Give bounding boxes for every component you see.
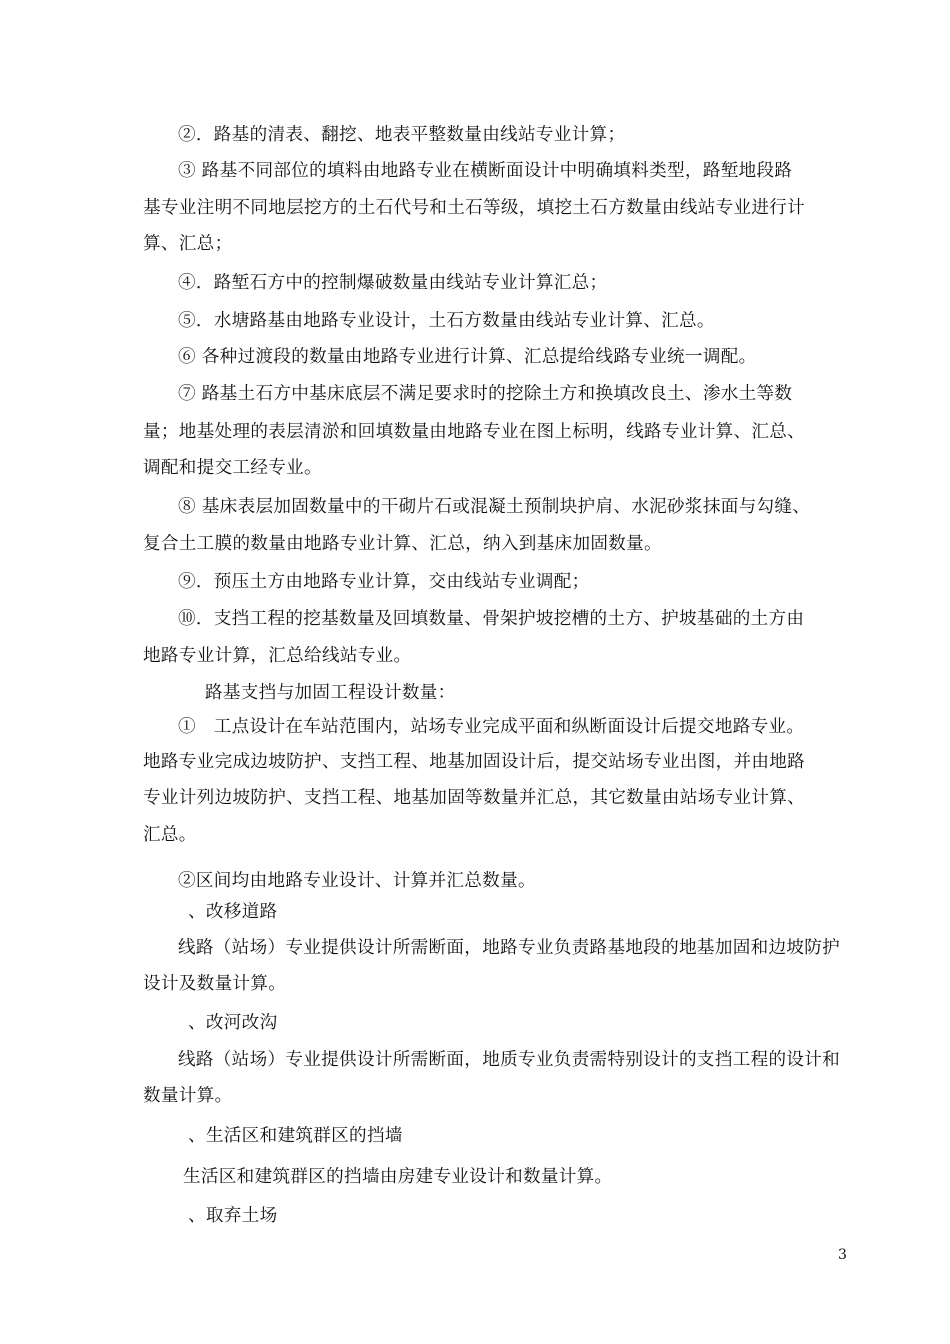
text-line-3: 基专业注明不同地层挖方的土石代号和土石等级，填挖土石方数量由线站专业进行计 xyxy=(143,198,806,218)
text-line-11: ⑧ 基床表层加固数量中的干砌片石或混凝土预制块护肩、水泥砂浆抹面与勾缝、 xyxy=(178,497,811,517)
text-line-13: ⑨．预压土方由地路专业计算，交由线站专业调配； xyxy=(178,572,590,592)
text-line-24: 设计及数量计算。 xyxy=(143,974,287,994)
text-line-9: 量；地基处理的表层清淤和回填数量由地路专业在图上标明，线路专业计算、汇总、 xyxy=(143,422,806,442)
text-line-27: 数量计算。 xyxy=(143,1086,233,1106)
text-line-23: 线路（站场）专业提供设计所需断面，地路专业负责路基地段的地基加固和边坡防护 xyxy=(178,938,841,958)
text-line-22: 、改移道路 xyxy=(188,902,278,922)
text-line-7: ⑥ 各种过渡段的数量由地路专业进行计算、汇总提给线路专业统一调配。 xyxy=(178,347,757,367)
text-line-21: ②区间均由地路专业设计、计算并汇总数量。 xyxy=(178,871,536,891)
text-line-30: 、取弃土场 xyxy=(188,1206,278,1226)
text-line-15: 地路专业计算，汇总给线站专业。 xyxy=(143,646,412,666)
text-line-19: 专业计列边坡防护、支挡工程、地基加固等数量并汇总，其它数量由站场专业计算、 xyxy=(143,788,806,808)
text-line-29: 生活区和建筑群区的挡墙由房建专业设计和数量计算。 xyxy=(183,1167,613,1187)
text-line-10: 调配和提交工经专业。 xyxy=(143,458,322,478)
text-line-8: ⑦ 路基土石方中基床底层不满足要求时的挖除土方和换填改良土、渗水土等数 xyxy=(178,384,793,404)
page-number: 3 xyxy=(838,1247,847,1263)
text-line-5: ④．路堑石方中的控制爆破数量由线站专业计算汇总； xyxy=(178,273,608,293)
text-line-16: 路基支挡与加固工程设计数量： xyxy=(205,683,456,703)
text-line-25: 、改河改沟 xyxy=(188,1013,278,1033)
text-line-18: 地路专业完成边坡防护、支挡工程、地基加固设计后，提交站场专业出图，并由地路 xyxy=(143,752,806,772)
text-line-1: ②．路基的清表、翻挖、地表平整数量由线站专业计算； xyxy=(178,125,626,145)
text-line-12: 复合土工膜的数量由地路专业计算、汇总，纳入到基床加固数量。 xyxy=(143,534,662,554)
text-line-17: ① 工点设计在车站范围内，站场专业完成平面和纵断面设计后提交地路专业。 xyxy=(178,717,805,737)
text-line-2: ③ 路基不同部位的填料由地路专业在横断面设计中明确填料类型，路堑地段路 xyxy=(178,161,793,181)
text-line-20: 汇总。 xyxy=(143,825,197,845)
text-line-26: 线路（站场）专业提供设计所需断面，地质专业负责需特别设计的支挡工程的设计和 xyxy=(178,1050,841,1070)
text-line-14: ⑩．支挡工程的挖基数量及回填数量、骨架护坡挖槽的土方、护坡基础的土方由 xyxy=(178,609,805,629)
text-line-6: ⑤．水塘路基由地路专业设计，土石方数量由线站专业计算、汇总。 xyxy=(178,311,715,331)
text-line-28: 、生活区和建筑群区的挡墙 xyxy=(188,1126,403,1146)
text-line-4: 算、汇总； xyxy=(143,234,233,254)
